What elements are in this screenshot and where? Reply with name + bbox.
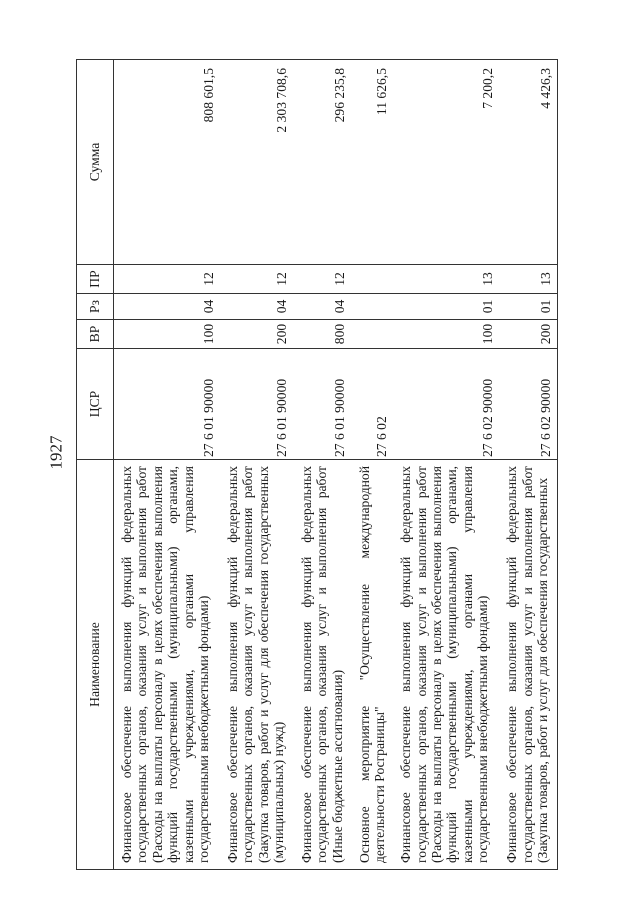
row-rz: 01 [499,294,557,320]
row-rz: 04 [220,294,294,320]
page-number: 1927 [46,435,66,470]
budget-table-sheet [76,60,558,870]
row-rz: 04 [294,294,352,320]
table-row [352,60,394,870]
header-rz: Рз [77,294,114,320]
row-name-line: (Расходы на выплаты персоналу в целях обеспечения выполнения [429,466,444,863]
row-name-line: Финансовое обеспечение выполнения функций федеральных [504,466,520,863]
row-name-line: (Расходы на выплаты персоналу в целях обеспечения выполнения [149,466,165,863]
row-rz [352,294,394,320]
row-pr: 13 [499,265,557,294]
row-name-line: государственными внебюджетными фондами) [475,595,491,863]
row-name-line: государственными внебюджетными фондами) [196,595,212,863]
row-name [220,460,294,870]
row-name-line: Финансовое обеспечение выполнения функций федеральных [225,466,241,863]
row-name-line: казенными учреждениями, органами управления [180,466,196,863]
table-row [220,60,294,870]
row-csr: 27 6 01 90000 [220,349,294,460]
row-name-line: государственных органов, оказания услуг и выполнения работ [413,466,429,863]
row-csr: 27 6 02 90000 [499,349,557,460]
row-name-line: (Закупка товаров, работ и услуг для обеспечения государственных [255,466,271,863]
header-csr: ЦСР [77,349,114,460]
row-name-line: Финансовое обеспечение выполнения функций федеральных [119,466,134,863]
row-pr [352,265,394,294]
row-vr: 200 [499,320,557,349]
row-name-line: Финансовое обеспечение выполнения функций федеральных [398,466,414,863]
row-pr: 12 [114,265,221,294]
table-row [499,60,557,870]
row-name-line: (Иные бюджетные ассигнования) [329,669,345,863]
row-sum: 2 303 708,6 [220,60,294,265]
table-header-row [77,60,114,870]
table-row [114,60,221,870]
table-body [114,60,558,870]
row-sum: 4 426,3 [499,60,557,265]
row-rz: 01 [393,294,499,320]
header-vr: ВР [77,320,114,349]
row-csr: 27 6 01 90000 [114,349,221,460]
row-sum: 7 200,2 [393,60,499,265]
row-pr: 12 [294,265,352,294]
row-vr: 800 [294,320,352,349]
row-sum: 11 626,5 [352,60,394,265]
row-pr: 12 [220,265,294,294]
budget-table [76,59,558,870]
table-row [393,60,499,870]
row-pr: 13 [393,265,499,294]
row-name-line: функций государственными (муниципальными) органами, [165,466,181,863]
row-csr: 27 6 01 90000 [294,349,352,460]
row-name [352,460,394,870]
row-vr [352,320,394,349]
row-rz: 04 [114,294,221,320]
row-name [499,460,557,870]
row-vr: 200 [220,320,294,349]
row-name-line: Финансовое обеспечение выполнения функций федеральных [298,466,314,863]
header-name: Наименование [77,460,114,870]
row-name-line: казенными учреждениями, органами управления [459,466,475,863]
row-sum: 296 235,8 [294,60,352,265]
row-csr: 27 6 02 [352,349,394,460]
row-name-line: государственных органов, оказания услуг и выполнения работ [134,466,150,863]
row-name-line: деятельности Росграницы" [371,706,387,863]
row-name-line: функций государственными (муниципальными) органами, [444,466,460,863]
row-name [114,460,221,870]
row-name-line: государственных органов, оказания услуг и выполнения работ [314,466,330,863]
row-name [294,460,352,870]
row-name-line: Основное мероприятие "Осуществление международной [356,466,372,863]
header-sum: Сумма [77,60,114,265]
row-name-line: (муниципальных) нужд) [271,721,287,863]
table-row [294,60,352,870]
header-pr: ПР [77,265,114,294]
row-csr: 27 6 02 90000 [393,349,499,460]
row-name-line: (Закупка товаров, работ и услуг для обеспечения государственных [535,477,551,863]
row-vr: 100 [393,320,499,349]
row-name [393,460,499,870]
row-name-line: государственных органов, оказания услуг и выполнения работ [240,466,256,863]
row-sum: 808 601,5 [114,60,221,265]
row-name-line: государственных органов, оказания услуг и выполнения работ [519,466,535,863]
row-vr: 100 [114,320,221,349]
